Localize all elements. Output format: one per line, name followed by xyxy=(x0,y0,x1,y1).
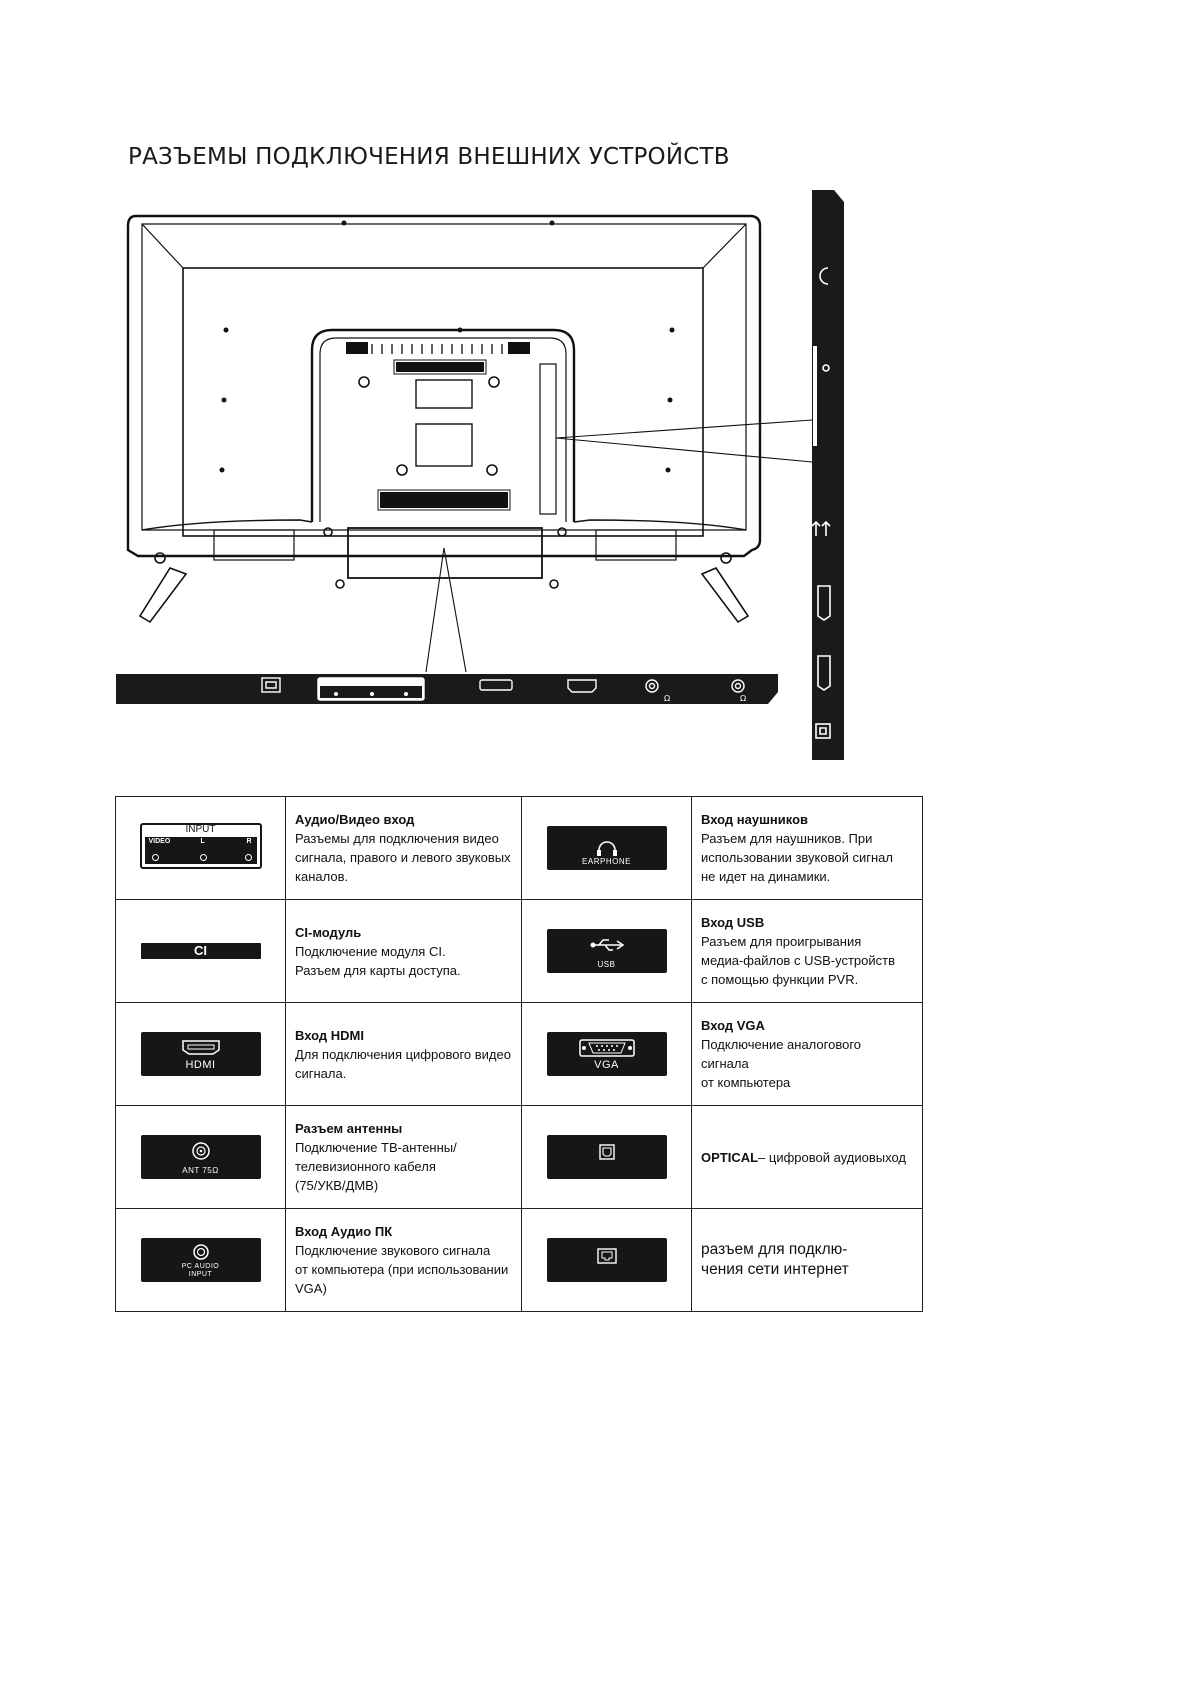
icon-cell xyxy=(522,1106,692,1209)
plate-label: L xyxy=(200,837,205,845)
connector-desc: Разъем для проигрывания медиа-файлов с USB-устройств с помощью функции PVR. xyxy=(701,934,896,987)
jack-dot xyxy=(152,854,159,861)
icon-cell xyxy=(522,1003,692,1106)
lan-icon xyxy=(547,1238,667,1282)
tv-stand-right xyxy=(702,568,748,622)
plate-label: USB xyxy=(597,960,616,969)
connector-table xyxy=(115,796,923,1312)
connector-desc: Разъемы для подключения видео сигнала, правого и левого звуковых каналов. xyxy=(295,831,511,884)
plate-label: VGA xyxy=(594,1059,619,1071)
bottom-connector-strip xyxy=(116,674,778,704)
usb-icon xyxy=(547,929,667,973)
table-row xyxy=(116,900,923,1003)
connector-desc: Подключение аналогового сигнала от компьютера xyxy=(701,1037,862,1090)
connector-title: Аудио/Видео вход xyxy=(295,812,415,827)
table-row xyxy=(116,1106,923,1209)
plate-label: VIDEO xyxy=(148,837,171,845)
icon-cell xyxy=(116,1003,286,1106)
plate-label: INPUT xyxy=(185,823,216,835)
jack-dot xyxy=(245,854,252,861)
vesa-plate-top xyxy=(416,380,472,408)
icon-cell xyxy=(116,1106,286,1209)
icon-cell xyxy=(116,900,286,1003)
icon-cell xyxy=(522,797,692,900)
icon-cell xyxy=(522,900,692,1003)
connector-desc: разъем для подклю- чения сети интернет xyxy=(701,1241,849,1278)
connector-desc: Подключение модуля CI. Разъем для карты доступа. xyxy=(295,943,461,978)
connector-title: Вход USB xyxy=(701,915,765,930)
ohm-label-1: Ω xyxy=(664,694,671,703)
text-cell xyxy=(286,1106,522,1209)
connector-title: Вход Аудио ПК xyxy=(295,1224,393,1239)
side-connector-strip xyxy=(812,190,844,760)
table-row xyxy=(116,1209,923,1312)
connector-title: Вход HDMI xyxy=(295,1027,364,1043)
connector-title: Разъем антенны xyxy=(295,1121,403,1136)
connector-desc: Для подключения цифрового видео сигнала. xyxy=(295,1046,511,1081)
connector-title: Вход наушников xyxy=(701,812,809,827)
vesa-plate-bottom xyxy=(416,424,472,466)
plate-label: EARPHONE xyxy=(582,857,631,866)
text-cell xyxy=(286,900,522,1003)
tv-inner-frame xyxy=(142,224,746,530)
text-cell xyxy=(692,1209,923,1312)
antenna-icon xyxy=(141,1135,261,1179)
ohm-label-2: Ω xyxy=(740,694,747,703)
pc-audio-icon xyxy=(141,1238,261,1282)
tv-back-diagram xyxy=(0,0,1191,780)
text-cell xyxy=(692,900,923,1003)
page-title: РАЗЪЕМЫ ПОДКЛЮЧЕНИЯ ВНЕШНИХ УСТРОЙСТВ xyxy=(128,144,730,170)
plate-label: PC AUDIO INPUT xyxy=(181,1263,220,1278)
plate-bar xyxy=(145,837,257,864)
connector-title: Вход VGA xyxy=(701,1018,765,1033)
earphone-icon xyxy=(547,826,667,870)
connector-desc: Разъем для наушников. При использовании звуковой сигнал не идет на динамики. xyxy=(701,831,893,884)
connector-title: CI-модуль xyxy=(295,924,362,940)
icon-cell xyxy=(116,797,286,900)
icon-cell xyxy=(522,1209,692,1312)
plate-label: R xyxy=(246,837,252,845)
vga-icon xyxy=(547,1032,667,1076)
text-cell xyxy=(286,1003,522,1106)
text-cell xyxy=(692,797,923,900)
table-row xyxy=(116,1003,923,1106)
icon-cell xyxy=(116,1209,286,1312)
connector-title: OPTICAL xyxy=(701,1149,759,1165)
connector-desc: Подключение звукового сигнала от компьютера (при использовании VGA) xyxy=(295,1243,509,1296)
plate-label: HDMI xyxy=(185,1059,216,1071)
text-cell xyxy=(692,1003,923,1106)
table-row xyxy=(116,797,923,900)
jack-dot xyxy=(200,854,207,861)
text-cell xyxy=(286,1209,522,1312)
text-cell xyxy=(286,797,522,900)
text-cell xyxy=(692,1106,923,1209)
connector-desc: Подключение ТВ-антенны/ телевизионного кабеля (75/УКВ/ДМВ) xyxy=(295,1140,457,1193)
card-slot-icon xyxy=(813,346,817,446)
ci-icon: CI xyxy=(141,943,261,959)
input-av-icon xyxy=(140,823,262,869)
plate-label: ANT 75Ω xyxy=(182,1166,219,1175)
hdmi-icon xyxy=(141,1032,261,1076)
optical-icon xyxy=(547,1135,667,1179)
connector-desc: – цифровой аудиовыход xyxy=(758,1149,906,1165)
tv-stand-left xyxy=(140,568,186,622)
